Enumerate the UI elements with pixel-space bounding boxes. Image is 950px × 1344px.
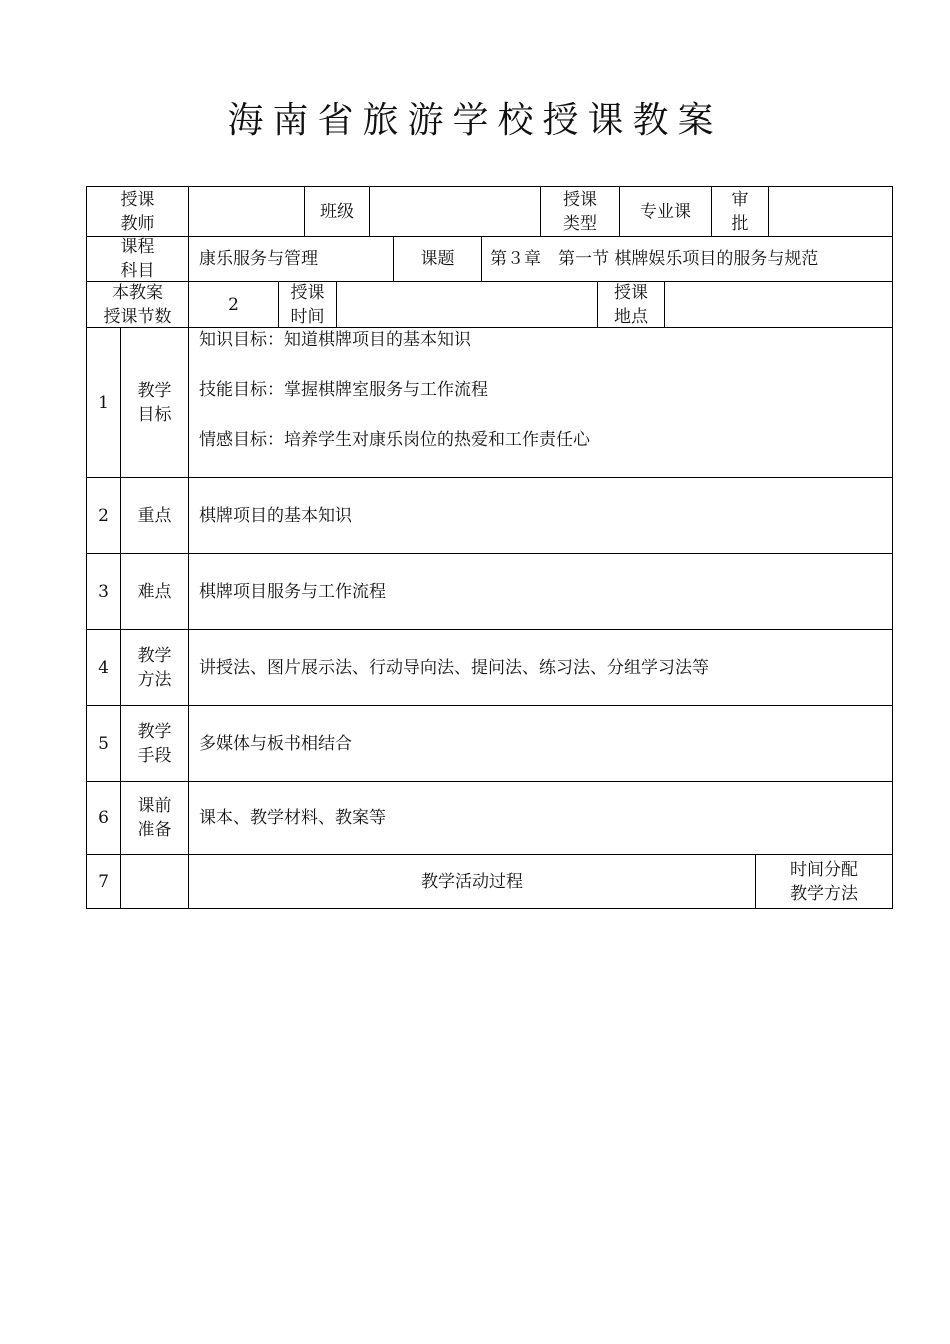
row-number: 7: [87, 855, 121, 908]
approval-label-cell: [712, 187, 769, 236]
sessions-label-line1: 本教案: [112, 282, 163, 303]
approval-label-line1: 审: [731, 189, 749, 210]
row-key-points: [86, 478, 893, 554]
page-title: 海南省旅游学校授课教案: [227, 100, 723, 141]
key-points-content: 棋牌项目的基本知识: [199, 505, 352, 526]
header-row-subject: [86, 237, 893, 282]
goals-content-cell: [189, 328, 892, 477]
subject-value-cell: 康乐服务与管理: [189, 237, 394, 281]
preparation-content: 课本、教学材料、教案等: [199, 808, 386, 828]
row-label: [121, 782, 189, 854]
goal-knowledge: 知识目标：知道棋牌项目的基本知识: [199, 330, 471, 350]
teacher-label-line1: 授课: [120, 189, 155, 210]
row-label: [121, 630, 189, 705]
lesson-plan-table: [86, 186, 893, 909]
location-value-cell[interactable]: [665, 282, 892, 327]
row-number: 6: [87, 782, 121, 854]
location-label-line2: 地点: [614, 306, 648, 327]
class-value-cell[interactable]: [370, 187, 541, 236]
row-label-line1: 课前: [137, 796, 172, 816]
location-label-line1: 授课: [614, 282, 648, 303]
row-label-line2: 准备: [137, 820, 172, 840]
row-number: 2: [87, 478, 121, 553]
header-row-sessions: [86, 282, 893, 328]
subject-label-cell: [87, 237, 189, 281]
row-activity-process: [86, 855, 893, 909]
topic-value-cell: 第３章 第一节 棋牌娱乐项目的服务与规范: [490, 249, 819, 269]
row-label-empty: [121, 855, 189, 908]
subject-label-line2: 科目: [120, 261, 155, 281]
row-label: 难点: [121, 554, 189, 629]
location-label-cell: [598, 282, 665, 327]
row-label: 重点: [121, 478, 189, 553]
difficulties-content: 棋牌项目服务与工作流程: [199, 581, 386, 602]
teacher-label-cell: [87, 187, 189, 236]
row-teaching-methods: [86, 630, 893, 706]
row-label-line1: 教学: [137, 721, 172, 742]
row-difficulties: [86, 554, 893, 630]
sessions-value-cell: 2: [189, 282, 279, 327]
topic-label-cell: 课题: [394, 237, 482, 281]
goal-emotion: 情感目标：培养学生对康乐岗位的热爱和工作责任心: [199, 430, 590, 450]
time-method-header: [756, 855, 892, 908]
sessions-label-cell: [87, 282, 189, 327]
time-label-cell: [279, 282, 337, 327]
row-number: 4: [87, 630, 121, 705]
teaching-means-content: 多媒体与板书相结合: [199, 733, 352, 754]
row-number: 5: [87, 706, 121, 781]
time-allocation-label: 时间分配: [790, 859, 858, 880]
teaching-method-label: 教学方法: [790, 883, 858, 904]
row-number: 3: [87, 554, 121, 629]
approval-label-line2: 批: [731, 213, 749, 234]
row-label-line1: 教学: [137, 380, 172, 401]
row-label-line1: 教学: [137, 645, 172, 666]
activity-process-header: 教学活动过程: [189, 855, 756, 908]
sessions-label-line2: 授课节数: [103, 306, 172, 327]
row-label-line2: 目标: [137, 404, 172, 425]
course-type-label-line1: 授课: [563, 189, 597, 210]
class-label-cell: 班级: [305, 187, 370, 236]
row-label-line2: 方法: [137, 669, 172, 690]
teacher-label-line2: 教师: [120, 213, 155, 234]
row-teaching-goals: [86, 328, 893, 478]
header-row-teacher: [86, 186, 893, 237]
approval-value-cell[interactable]: [769, 187, 892, 236]
course-type-value-cell: 专业课: [620, 187, 712, 236]
row-teaching-means: [86, 706, 893, 782]
course-type-label-cell: [541, 187, 620, 236]
course-type-label-line2: 类型: [563, 213, 597, 234]
time-value-cell[interactable]: [337, 282, 598, 327]
time-label-line2: 时间: [290, 306, 325, 327]
goal-skill: 技能目标：掌握棋牌室服务与工作流程: [199, 380, 488, 400]
row-number: 1: [87, 328, 121, 477]
row-preparation: [86, 782, 893, 855]
subject-label-line1: 课程: [120, 237, 155, 257]
row-label: [121, 328, 189, 477]
time-label-line1: 授课: [290, 282, 325, 303]
row-label: [121, 706, 189, 781]
row-label-line2: 手段: [137, 745, 172, 766]
teaching-methods-content: 讲授法、图片展示法、行动导向法、提问法、练习法、分组学习法等: [199, 657, 709, 678]
teacher-value-cell[interactable]: [189, 187, 305, 236]
